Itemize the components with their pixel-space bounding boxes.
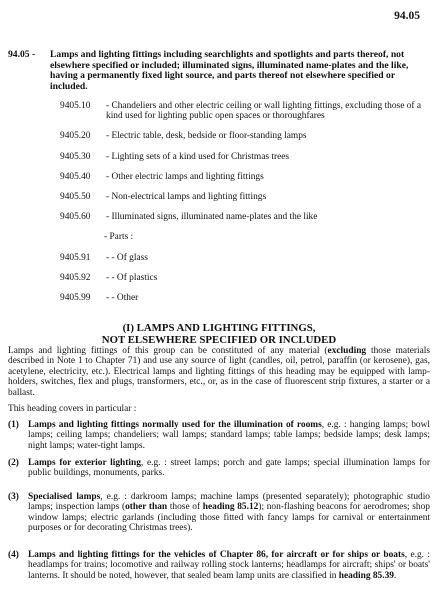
- item-bold-text-c: heading 85.12: [202, 502, 259, 513]
- subheading-desc: - - Of plastics: [106, 272, 158, 283]
- subheading-desc: - Other electric lamps and lighting fittings: [106, 171, 264, 182]
- subheading-9405-20: [60, 131, 430, 141]
- item-text-b: .: [393, 570, 397, 581]
- heading-text: Lamps and lighting fittings including searchlights and spotlights and parts thereof, not elsewhere specified or included; illuminated signs, illuminated name-plates and the like, having a permanently fixed light source, and parts thereof not elsewhere specified or included.: [50, 49, 409, 92]
- list-item-4: [8, 550, 430, 581]
- item-bold-text-b: other than: [125, 502, 168, 513]
- subheading-desc: - Lighting sets of a kind used for Christmas trees: [106, 151, 290, 162]
- item-text-b: those of: [167, 502, 203, 513]
- item-text: , e.g. : darkroom lamps; machine lamps (presented separately); photographic studio lamps; inspection lamps (: [28, 492, 430, 513]
- subheading-9405-91: [60, 253, 430, 263]
- list-item-1: [8, 420, 430, 451]
- subheading-code: 9405.40: [60, 171, 91, 182]
- heading-code: 94.05 -: [8, 49, 36, 60]
- covers-line: This heading covers in particular :: [8, 404, 137, 414]
- list-item-3: [8, 492, 430, 534]
- item-number: (3): [8, 492, 19, 502]
- subheading-code: 9405.60: [60, 212, 91, 223]
- subheading-list: [60, 101, 430, 313]
- item-bold-text: Lamps and lighting fittings normally used for the illumination of rooms: [28, 420, 322, 430]
- subheading-desc: - Chandeliers and other electric ceiling or wall lighting fittings, excluding those of a kind used for lighting public open spaces or thoroughfares: [106, 101, 422, 122]
- subheading-desc: - - Of glass: [106, 252, 148, 263]
- section-title: [0, 322, 438, 346]
- subheading-desc: - Electric table, desk, bedside or floor-standing lamps: [106, 131, 307, 142]
- subheading-9405-92: [60, 273, 430, 283]
- item-text: , e.g. : headlamps for trains; locomotive and railway rolling stock lanterns; headlamps for aircraft; ships' or boats' lanterns. It should be noted, however, that sealed beam lamp units are classified in: [28, 550, 430, 581]
- section-title-line-1: (I) LAMPS AND LIGHTING FITTINGS,: [122, 322, 316, 334]
- item-bold-text: Specialised lamps: [28, 492, 101, 502]
- subheading-desc: - Parts :: [104, 232, 134, 243]
- item-bold-text-b: heading 85.39: [338, 570, 394, 581]
- subheading-code: 9405.99: [60, 293, 91, 304]
- item-text-c: ); non-flashing beacons for aerodromes; shop window lamps; electric garlands (including those fitted with fancy lamps for carnival or entertainment purposes or for decorating Christmas trees).: [28, 502, 430, 534]
- subheading-desc: - Illuminated signs, illuminated name-plates and the like: [106, 212, 318, 223]
- subheading-9405-30: [60, 152, 430, 162]
- subheading-parts: [60, 232, 430, 242]
- subheading-9405-40: [60, 172, 430, 182]
- item-text: , e.g. : hanging lamps; bowl lamps; ceiling lamps; chandeliers; wall lamps; standard lamps; table lamps; bedside lamps; desk lamps; night lamps; water-tight lamps.: [28, 420, 430, 451]
- intro-text-a: Lamps and lighting fittings of this group can be constituted of any material (: [8, 346, 328, 356]
- item-bold-text: Lamps for exterior lighting: [28, 458, 141, 468]
- heading-94-05: [8, 50, 428, 92]
- intro-paragraph: [8, 346, 430, 398]
- list-item-2: [8, 458, 430, 479]
- item-number: (1): [8, 420, 19, 430]
- subheading-9405-50: [60, 192, 430, 202]
- subheading-code: 9405.10: [60, 101, 91, 111]
- intro-text-c: those materials described in Note 1 to Chapter 71) and use any source of light (candles, oil, petrol, paraffin (or kerosene), gas, acetylene, electricity, etc.). Electrical lamps and lighting fittings of this heading may be equipped with lamp-holders, switches, flex and plugs, transformers, etc., or, as in the case of fluorescent strip fixtures, a starter or a ballast.: [8, 346, 431, 398]
- subheading-desc: - - Other: [106, 293, 139, 304]
- subheading-9405-99: [60, 293, 430, 303]
- item-number: (4): [8, 550, 19, 560]
- intro-text-bold: excluding: [327, 346, 367, 356]
- subheading-code: 9405.91: [60, 252, 91, 263]
- item-bold-text: Lamps and lighting fittings for the vehicles of Chapter 86, for aircraft or for ships or boats: [28, 550, 405, 560]
- subheading-code: 9405.92: [60, 272, 91, 283]
- subheading-code: 9405.20: [60, 131, 91, 142]
- page-number: 94.05: [394, 10, 420, 22]
- subheading-code: 9405.30: [60, 151, 91, 162]
- section-title-line-2: NOT ELSEWHERE SPECIFIED OR INCLUDED: [101, 334, 337, 346]
- subheading-9405-10: [60, 101, 430, 121]
- item-number: (2): [8, 458, 19, 468]
- subheading-desc: - Non-electrical lamps and lighting fittings: [106, 192, 267, 203]
- item-text: , e.g. : street lamps; porch and gate lamps; special illumination lamps for public buildings, monuments, parks.: [28, 458, 430, 479]
- subheading-9405-60: [60, 212, 430, 222]
- subheading-code: 9405.50: [60, 192, 91, 203]
